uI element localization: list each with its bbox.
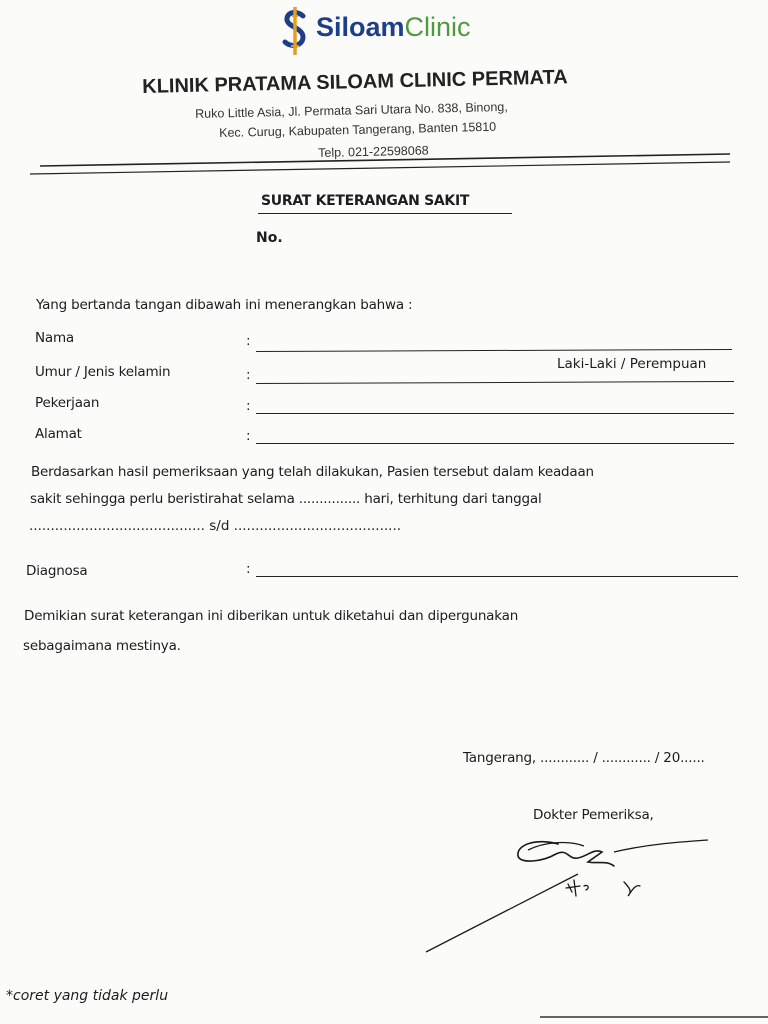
field-label-pekerjaan: Pekerjaan	[35, 395, 100, 411]
place-date-line: Tangerang, ............ / ............ / 20......	[463, 750, 705, 766]
closing-line-1: Demikian surat keterangan ini diberikan untuk diketahui dan dipergunakan	[24, 608, 519, 624]
page-edge-shadow	[540, 1016, 768, 1018]
statement-line-3: ......................................... s/d .......................................	[29, 518, 402, 534]
field-label-diagnosa: Diagnosa	[26, 563, 88, 579]
closing-line-2: sebagaimana mestinya.	[23, 638, 181, 654]
doctor-signature	[418, 826, 738, 956]
clinic-phone: Telp. 021-22598068	[318, 143, 429, 160]
field-label-umur-jenis-kelamin: Umur / Jenis kelamin	[35, 364, 171, 380]
field-label-alamat: Alamat	[35, 426, 82, 442]
diagnosa-fill-line[interactable]	[256, 576, 738, 577]
siloam-logo-wordmark	[316, 12, 471, 43]
gender-options: Laki-Laki / Perempuan	[557, 356, 707, 372]
intro-text: Yang bertanda tangan dibawah ini menerangkan bahwa :	[36, 297, 413, 313]
logo-text-clinic: Clinic	[404, 12, 471, 42]
footnote: *coret yang tidak perlu	[6, 988, 169, 1004]
logo-text-siloam: Siloam	[316, 12, 405, 42]
clinic-address-line-1: Ruko Little Asia, Jl. Permata Sari Utara No. 838, Binong,	[195, 99, 508, 121]
field-colon: :	[246, 333, 251, 349]
field-colon: :	[246, 367, 251, 383]
doctor-label: Dokter Pemeriksa,	[533, 807, 654, 823]
siloam-logo-icon	[281, 6, 311, 56]
title-underline	[258, 213, 512, 214]
nama-fill-line[interactable]	[256, 349, 732, 352]
clinic-name: KLINIK PRATAMA SILOAM CLINIC PERMATA	[142, 66, 568, 98]
field-label-nama: Nama	[35, 330, 74, 346]
umur-fill-line[interactable]	[256, 381, 734, 384]
document-title: SURAT KETERANGAN SAKIT	[261, 193, 470, 209]
clinic-address-line-2: Kec. Curug, Kabupaten Tangerang, Banten 15810	[219, 119, 497, 140]
document-number-label: No.	[256, 230, 283, 246]
header-double-rule	[30, 150, 730, 180]
field-colon: :	[246, 428, 251, 444]
statement-line-2: sakit sehingga perlu beristirahat selama ............... hari, terhitung dari tanggal	[30, 491, 542, 507]
statement-line-1: Berdasarkan hasil pemeriksaan yang telah dilakukan, Pasien tersebut dalam keadaan	[31, 464, 594, 480]
pekerjaan-fill-line[interactable]	[256, 413, 734, 414]
field-colon: :	[246, 561, 251, 577]
alamat-fill-line[interactable]	[256, 443, 734, 444]
field-colon: :	[246, 398, 251, 414]
